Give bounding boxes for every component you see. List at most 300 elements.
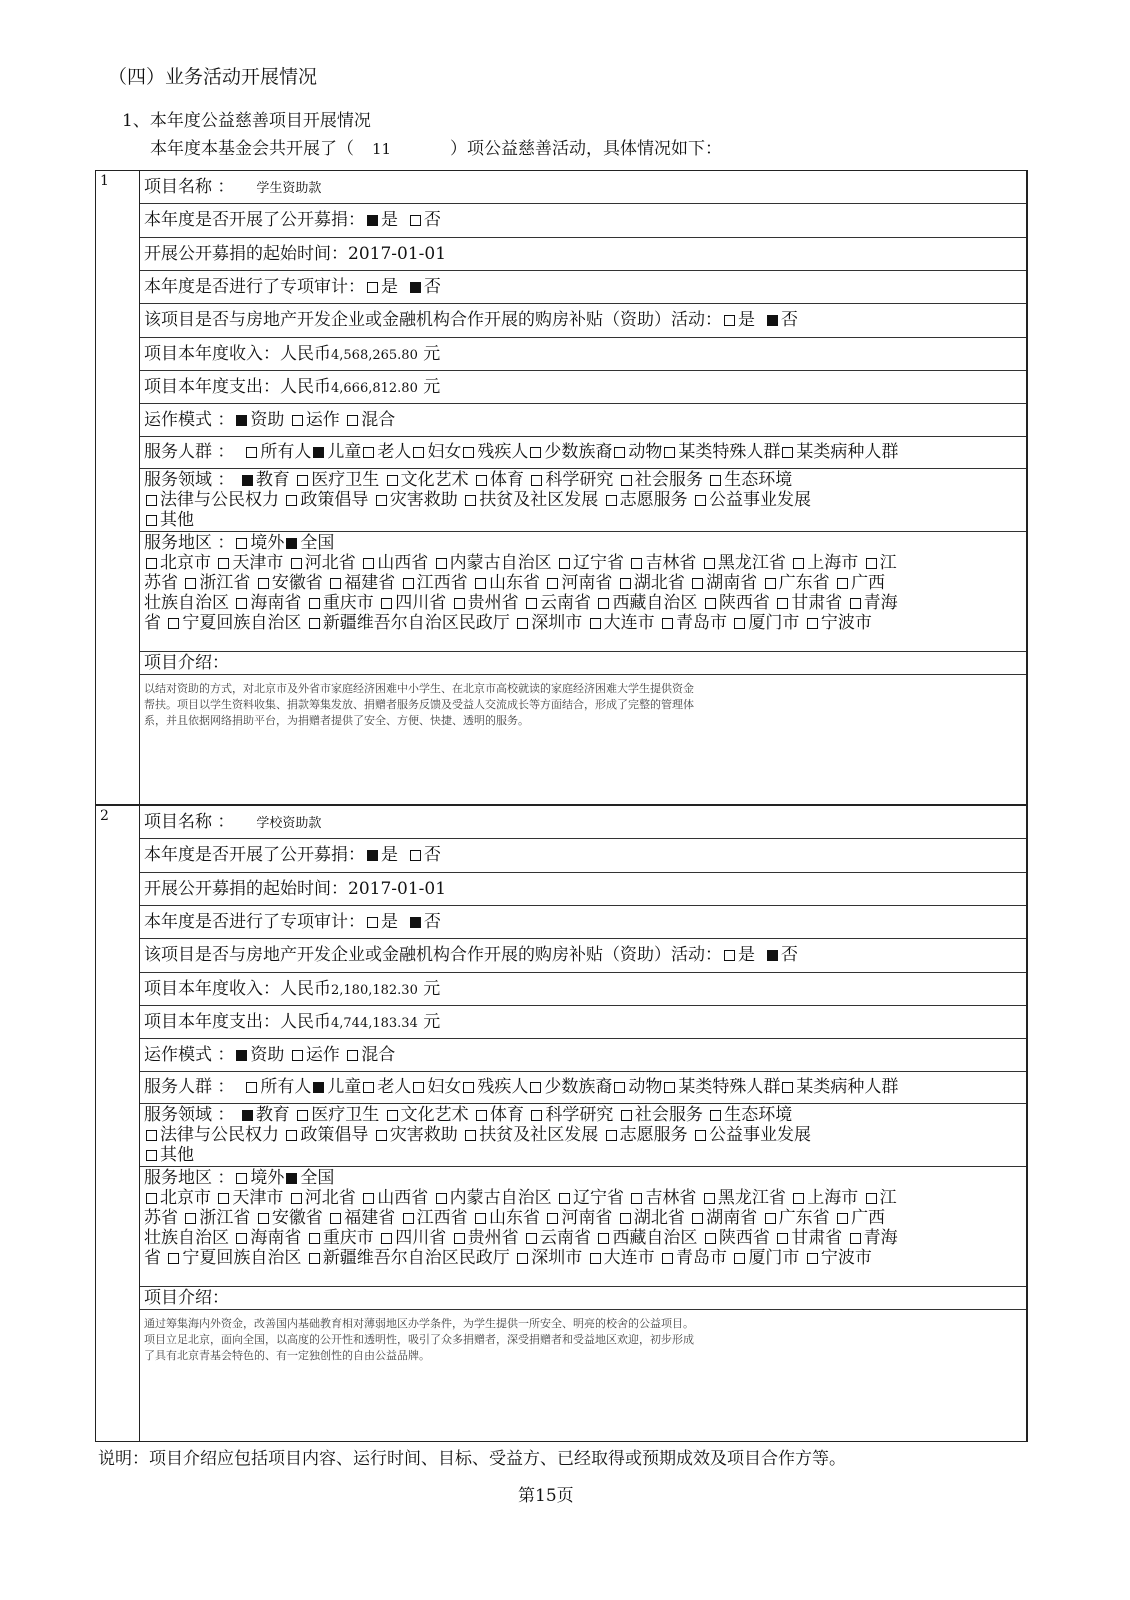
checkbox-empty-icon xyxy=(692,1213,703,1224)
service-field-row xyxy=(140,1104,1026,1167)
intro-line-3: 了具有北京青基会特色的、有一定独创性的自由公益品牌。 xyxy=(144,1349,430,1362)
start-time-row xyxy=(140,238,1026,271)
checkbox-empty-icon xyxy=(621,1110,632,1121)
checkbox-empty-icon xyxy=(777,1233,788,1244)
public-fundraising-label: 本年度是否开展了公开募捐： xyxy=(144,845,365,865)
service-area-row xyxy=(140,532,1026,652)
start-time-label: 开展公开募捐的起始时间： xyxy=(144,879,348,899)
project-table-2 xyxy=(95,805,1028,1442)
checkbox-checked-icon xyxy=(286,538,297,549)
option-label: 体育 xyxy=(490,470,525,490)
checkbox-checked-icon xyxy=(367,850,378,861)
checkbox-empty-icon xyxy=(146,515,157,526)
checkbox-empty-icon xyxy=(376,495,387,506)
option-label: 新疆维吾尔自治区民政厅 xyxy=(322,613,510,633)
checkbox-empty-icon xyxy=(547,578,558,589)
region-tail-1: 江 xyxy=(879,1188,897,1208)
checkbox-empty-icon xyxy=(367,282,378,293)
service-field-label: 服务领域 ： xyxy=(144,1105,235,1125)
option-label: 儿童 xyxy=(327,1077,362,1097)
page-number: 第15页 xyxy=(518,1486,574,1506)
checkbox-empty-icon xyxy=(168,1253,179,1264)
option-label: 吉林省 xyxy=(645,553,697,573)
option-label: 山西省 xyxy=(377,553,429,573)
option-label: 海南省 xyxy=(250,593,302,613)
field-list-3 xyxy=(144,510,194,530)
option-label: 北京市 xyxy=(160,1188,211,1208)
option-label: 科学研究 xyxy=(545,1105,614,1125)
checkbox-checked-icon xyxy=(410,282,421,293)
option-label: 贵州省 xyxy=(467,593,519,613)
option-label: 四川省 xyxy=(395,593,447,613)
expense-label: 项目本年度支出： xyxy=(144,377,280,397)
checkbox-empty-icon xyxy=(476,1110,487,1121)
option-label: 少数族裔 xyxy=(544,1077,613,1097)
option-label: 安徽省 xyxy=(271,1208,323,1228)
project-name-row xyxy=(140,806,1026,839)
checkbox-empty-icon xyxy=(403,578,414,589)
checkbox-empty-icon xyxy=(146,1150,157,1161)
region-list-1 xyxy=(144,553,864,573)
checkbox-empty-icon xyxy=(363,447,374,458)
option-label: 教育 xyxy=(255,470,290,490)
option-label: 吉林省 xyxy=(645,1188,697,1208)
project-table-1 xyxy=(95,170,1028,805)
income-amount: 2,180,182.30 xyxy=(331,983,418,998)
checkbox-empty-icon xyxy=(782,447,793,458)
checkbox-empty-icon xyxy=(598,1233,609,1244)
option-label: 湖北省 xyxy=(633,573,685,593)
checkbox-empty-icon xyxy=(309,1253,320,1264)
checkbox-empty-icon xyxy=(246,447,257,458)
checkbox-checked-icon xyxy=(242,475,253,486)
no-label: 否 xyxy=(424,210,441,230)
currency-label: 人民币 xyxy=(280,377,331,397)
field-list-2 xyxy=(144,490,811,510)
option-label: 陕西省 xyxy=(718,1228,770,1248)
checkbox-empty-icon xyxy=(590,1253,601,1264)
area-line-0 xyxy=(144,533,1026,553)
option-label: 妇女 xyxy=(427,1077,462,1097)
yes-label: 是 xyxy=(381,277,398,297)
option-label: 残疾人 xyxy=(477,442,529,462)
checkbox-empty-icon xyxy=(664,1082,675,1093)
checkbox-empty-icon xyxy=(246,1082,257,1093)
option-label: 大连市 xyxy=(603,1248,655,1268)
option-label: 医疗卫生 xyxy=(311,470,380,490)
option-label: 福建省 xyxy=(344,1208,396,1228)
checkbox-checked-icon xyxy=(313,447,324,458)
checkbox-empty-icon xyxy=(606,495,617,506)
field-line-2 xyxy=(144,1125,1026,1145)
checkbox-empty-icon xyxy=(476,475,487,486)
option-label: 西藏自治区 xyxy=(612,1228,698,1248)
checkbox-checked-icon xyxy=(767,315,778,326)
checkbox-empty-icon xyxy=(367,917,378,928)
service-field-label: 服务领域 ： xyxy=(144,470,235,490)
option-label: 广东省 xyxy=(778,1208,830,1228)
option-label: 海南省 xyxy=(250,1228,302,1248)
option-label: 内蒙古自治区 xyxy=(449,1188,552,1208)
checkbox-empty-icon xyxy=(530,447,541,458)
service-field-row xyxy=(140,469,1026,532)
checkbox-empty-icon xyxy=(454,598,465,609)
checkbox-empty-icon xyxy=(146,558,157,569)
option-label: 某类特殊人群 xyxy=(678,442,781,462)
option-label: 福建省 xyxy=(344,573,396,593)
option-label: 儿童 xyxy=(327,442,362,462)
nationwide-label: 全国 xyxy=(300,533,335,553)
intro-label: 项目介绍： xyxy=(144,1288,229,1308)
expense-label: 项目本年度支出： xyxy=(144,1012,280,1032)
project-intro-text xyxy=(140,675,940,729)
intro-label-row xyxy=(140,1287,1026,1310)
checkbox-checked-icon xyxy=(313,1082,324,1093)
start-time-label: 开展公开募捐的起始时间： xyxy=(144,244,348,264)
option-label: 辽宁省 xyxy=(573,1188,625,1208)
checkbox-empty-icon xyxy=(710,475,721,486)
project-count: 11 xyxy=(372,140,392,158)
option-label: 山东省 xyxy=(489,573,541,593)
option-label: 社会服务 xyxy=(634,1105,703,1125)
checkbox-empty-icon xyxy=(837,578,848,589)
option-label: 法律与公民权力 xyxy=(160,1125,279,1145)
footnote: 说明：项目介绍应包括项目内容、运行时间、目标、受益方、已经取得或预期成效及项目合作方等。 xyxy=(98,1449,846,1469)
option-label: 灾害救助 xyxy=(389,1125,458,1145)
region-head-2: 苏省 xyxy=(144,1208,178,1228)
checkbox-empty-icon xyxy=(218,558,229,569)
service-area-label: 服务地区 ： xyxy=(144,533,235,553)
option-label: 某类特殊人群 xyxy=(678,1077,781,1097)
checkbox-empty-icon xyxy=(381,598,392,609)
checkbox-empty-icon xyxy=(531,475,542,486)
service-group-label: 服务人群 ： xyxy=(144,442,235,462)
expense-row xyxy=(140,1006,1026,1039)
intro-line-1: 通过筹集海内外资金，改善国内基础教育相对薄弱地区办学条件，为学生提供一所安全、明亮的校舍的公益项目。 xyxy=(144,1317,694,1330)
checkbox-empty-icon xyxy=(363,1082,374,1093)
checkbox-empty-icon xyxy=(185,578,196,589)
checkbox-empty-icon xyxy=(413,1082,424,1093)
option-label: 大连市 xyxy=(603,613,655,633)
option-label: 重庆市 xyxy=(322,1228,374,1248)
no-label: 否 xyxy=(781,945,798,965)
checkbox-empty-icon xyxy=(695,495,706,506)
checkbox-empty-icon xyxy=(347,415,358,426)
intro-label: 项目介绍： xyxy=(144,653,229,673)
special-audit-label: 本年度是否进行了专项审计： xyxy=(144,912,365,932)
overseas-label: 境外 xyxy=(250,533,285,553)
region-head-3: 壮族自治区 xyxy=(144,1228,229,1248)
option-label: 妇女 xyxy=(427,442,462,462)
checkbox-empty-icon xyxy=(559,558,570,569)
option-label: 辽宁省 xyxy=(573,553,625,573)
mode-operate: 运作 xyxy=(305,410,340,430)
checkbox-empty-icon xyxy=(387,1110,398,1121)
option-label: 上海市 xyxy=(807,1188,859,1208)
option-label: 志愿服务 xyxy=(619,1125,688,1145)
mode-mixed: 混合 xyxy=(361,1045,396,1065)
project-name: 学生资助款 xyxy=(256,181,322,196)
option-label: 社会服务 xyxy=(634,470,703,490)
checkbox-empty-icon xyxy=(704,558,715,569)
checkbox-empty-icon xyxy=(777,598,788,609)
yuan-label: 元 xyxy=(423,1012,441,1032)
checkbox-empty-icon xyxy=(236,538,247,549)
option-label: 公益事业发展 xyxy=(709,1125,812,1145)
option-label: 河南省 xyxy=(561,573,613,593)
option-label: 陕西省 xyxy=(718,593,770,613)
checkbox-empty-icon xyxy=(695,1130,706,1141)
yes-label: 是 xyxy=(381,845,398,865)
checkbox-empty-icon xyxy=(258,1213,269,1224)
option-label: 黑龙江省 xyxy=(717,1188,786,1208)
region-tail-1: 江 xyxy=(879,553,897,573)
option-label: 体育 xyxy=(490,1105,525,1125)
income-label: 项目本年度收入： xyxy=(144,979,280,999)
checkbox-empty-icon xyxy=(286,1130,297,1141)
start-time-row xyxy=(140,873,1026,906)
currency-label: 人民币 xyxy=(280,1012,331,1032)
option-label: 厦门市 xyxy=(748,1248,800,1268)
checkbox-empty-icon xyxy=(475,1213,486,1224)
area-line-3 xyxy=(144,593,1026,613)
field-line-3 xyxy=(144,510,1026,530)
option-label: 所有人 xyxy=(260,442,312,462)
area-line-1 xyxy=(144,1188,1026,1208)
service-area-label: 服务地区 ： xyxy=(144,1168,235,1188)
intro-line xyxy=(150,134,722,159)
option-label: 宁夏回族自治区 xyxy=(182,1248,302,1268)
checkbox-empty-icon xyxy=(631,558,642,569)
checkbox-empty-icon xyxy=(866,1193,877,1204)
checkbox-empty-icon xyxy=(547,1213,558,1224)
option-label: 厦门市 xyxy=(748,613,800,633)
operation-mode-row xyxy=(140,1039,1026,1072)
checkbox-empty-icon xyxy=(598,598,609,609)
region-tail-2: 广西 xyxy=(851,1208,886,1228)
checkbox-empty-icon xyxy=(387,475,398,486)
checkbox-empty-icon xyxy=(236,1173,247,1184)
checkbox-empty-icon xyxy=(517,1253,528,1264)
yes-label: 是 xyxy=(381,210,398,230)
no-label: 否 xyxy=(781,310,798,330)
service-area-row xyxy=(140,1167,1026,1287)
checkbox-empty-icon xyxy=(620,1213,631,1224)
checkbox-empty-icon xyxy=(724,950,735,961)
checkbox-checked-icon xyxy=(242,1110,253,1121)
checkbox-empty-icon xyxy=(292,415,303,426)
checkbox-empty-icon xyxy=(436,558,447,569)
region-list-4 xyxy=(166,613,871,633)
region-list-3 xyxy=(234,1228,847,1248)
field-list-1 xyxy=(240,470,792,490)
section-title: （四）业务活动开展情况 xyxy=(108,66,318,88)
field-line-1 xyxy=(144,1105,1026,1125)
service-group-row xyxy=(140,437,1026,469)
option-label: 贵州省 xyxy=(467,1228,519,1248)
currency-label: 人民币 xyxy=(280,344,331,364)
currency-label: 人民币 xyxy=(280,979,331,999)
option-label: 青岛市 xyxy=(676,1248,728,1268)
start-date: 2017-01-01 xyxy=(348,879,447,899)
name-label: 项目名称 ： xyxy=(144,177,235,197)
checkbox-empty-icon xyxy=(463,1082,474,1093)
project-intro-text xyxy=(140,1310,940,1364)
option-label: 湖南省 xyxy=(706,1208,758,1228)
checkbox-empty-icon xyxy=(330,1213,341,1224)
public-fundraising-label: 本年度是否开展了公开募捐： xyxy=(144,210,365,230)
option-label: 山东省 xyxy=(489,1208,541,1228)
area-line-4 xyxy=(144,1248,1026,1268)
project-name-row xyxy=(140,171,1026,204)
region-list-1 xyxy=(144,1188,864,1208)
field-line-1 xyxy=(144,470,1026,490)
area-line-0 xyxy=(144,1168,1026,1188)
option-label: 深圳市 xyxy=(531,1248,583,1268)
checkbox-empty-icon xyxy=(724,315,735,326)
checkbox-empty-icon xyxy=(236,598,247,609)
option-label: 某类病种人群 xyxy=(796,442,899,462)
overseas-label: 境外 xyxy=(250,1168,285,1188)
checkbox-empty-icon xyxy=(218,1193,229,1204)
option-label: 政策倡导 xyxy=(300,490,369,510)
region-head-4: 省 xyxy=(144,1248,161,1268)
project-number: 1 xyxy=(96,171,140,804)
option-label: 其他 xyxy=(160,510,194,530)
checkbox-empty-icon xyxy=(782,1082,793,1093)
area-line-3 xyxy=(144,1228,1026,1248)
checkbox-empty-icon xyxy=(614,447,625,458)
region-list-2 xyxy=(183,1208,835,1228)
checkbox-empty-icon xyxy=(866,558,877,569)
option-label: 生态环境 xyxy=(724,470,793,490)
intro-before: 本年度本基金会共开展了（ xyxy=(150,139,354,159)
group-list xyxy=(244,442,898,462)
checkbox-empty-icon xyxy=(631,1193,642,1204)
field-list-3 xyxy=(144,1145,194,1165)
income-amount: 4,568,265.80 xyxy=(331,348,418,363)
checkbox-empty-icon xyxy=(330,578,341,589)
checkbox-empty-icon xyxy=(363,558,374,569)
intro-label-row xyxy=(140,652,1026,675)
checkbox-empty-icon xyxy=(734,618,745,629)
income-row xyxy=(140,338,1026,371)
checkbox-checked-icon xyxy=(236,1050,247,1061)
checkbox-empty-icon xyxy=(309,598,320,609)
option-label: 广东省 xyxy=(778,573,830,593)
option-label: 文化艺术 xyxy=(400,1105,469,1125)
sub-title: 1、本年度公益慈善项目开展情况 xyxy=(122,111,371,131)
checkbox-empty-icon xyxy=(530,1082,541,1093)
special-audit-row xyxy=(140,271,1026,304)
option-label: 天津市 xyxy=(232,1188,284,1208)
option-label: 浙江省 xyxy=(199,1208,251,1228)
checkbox-checked-icon xyxy=(236,415,247,426)
option-label: 所有人 xyxy=(260,1077,312,1097)
option-label: 宁波市 xyxy=(820,1248,872,1268)
checkbox-empty-icon xyxy=(410,850,421,861)
option-label: 动物 xyxy=(628,1077,663,1097)
checkbox-empty-icon xyxy=(526,1233,537,1244)
service-group-row xyxy=(140,1072,1026,1104)
checkbox-empty-icon xyxy=(559,1193,570,1204)
checkbox-empty-icon xyxy=(765,578,776,589)
checkbox-empty-icon xyxy=(765,1213,776,1224)
checkbox-empty-icon xyxy=(465,1130,476,1141)
name-label: 项目名称 ： xyxy=(144,812,235,832)
option-label: 江西省 xyxy=(416,573,468,593)
project-name: 学校资助款 xyxy=(256,816,322,831)
income-label: 项目本年度收入： xyxy=(144,344,280,364)
checkbox-empty-icon xyxy=(297,475,308,486)
field-list-2 xyxy=(144,1125,811,1145)
area-line-2 xyxy=(144,1208,1026,1228)
option-label: 安徽省 xyxy=(271,573,323,593)
checkbox-empty-icon xyxy=(621,475,632,486)
checkbox-empty-icon xyxy=(465,495,476,506)
option-label: 老人 xyxy=(377,442,412,462)
option-label: 法律与公民权力 xyxy=(160,490,279,510)
region-list-3 xyxy=(234,593,847,613)
region-list-2 xyxy=(183,573,835,593)
option-label: 北京市 xyxy=(160,553,211,573)
checkbox-empty-icon xyxy=(517,618,528,629)
option-label: 江西省 xyxy=(416,1208,468,1228)
checkbox-empty-icon xyxy=(704,1193,715,1204)
checkbox-empty-icon xyxy=(793,558,804,569)
yes-label: 是 xyxy=(738,945,755,965)
checkbox-empty-icon xyxy=(662,1253,673,1264)
checkbox-empty-icon xyxy=(692,578,703,589)
option-label: 深圳市 xyxy=(531,613,583,633)
checkbox-empty-icon xyxy=(286,495,297,506)
option-label: 重庆市 xyxy=(322,593,374,613)
option-label: 新疆维吾尔自治区民政厅 xyxy=(322,1248,510,1268)
field-line-2 xyxy=(144,490,1026,510)
checkbox-empty-icon xyxy=(710,1110,721,1121)
region-head-2: 苏省 xyxy=(144,573,178,593)
option-label: 医疗卫生 xyxy=(311,1105,380,1125)
checkbox-empty-icon xyxy=(606,1130,617,1141)
mode-fund: 资助 xyxy=(250,410,285,430)
option-label: 宁夏回族自治区 xyxy=(182,613,302,633)
housing-subsidy-row xyxy=(140,304,1026,338)
yuan-label: 元 xyxy=(423,344,441,364)
field-list-1 xyxy=(240,1105,792,1125)
checkbox-empty-icon xyxy=(292,1050,303,1061)
special-audit-row xyxy=(140,906,1026,939)
checkbox-empty-icon xyxy=(258,578,269,589)
expense-amount: 4,744,183.34 xyxy=(331,1016,418,1031)
checkbox-empty-icon xyxy=(363,1193,374,1204)
option-label: 扶贫及社区发展 xyxy=(479,490,599,510)
option-label: 河南省 xyxy=(561,1208,613,1228)
checkbox-empty-icon xyxy=(620,578,631,589)
checkbox-checked-icon xyxy=(767,950,778,961)
no-label: 否 xyxy=(424,277,441,297)
option-label: 老人 xyxy=(377,1077,412,1097)
checkbox-empty-icon xyxy=(526,598,537,609)
checkbox-empty-icon xyxy=(614,1082,625,1093)
intro-line-2: 帮扶。项目以学生资料收集、捐款筹集发放、捐赠者服务反馈及受益人交流成长等方面结合，形成了完整的管理体 xyxy=(144,698,694,711)
expense-amount: 4,666,812.80 xyxy=(331,381,418,396)
yes-label: 是 xyxy=(381,912,398,932)
mode-mixed: 混合 xyxy=(361,410,396,430)
checkbox-checked-icon xyxy=(410,917,421,928)
option-label: 志愿服务 xyxy=(619,490,688,510)
checkbox-empty-icon xyxy=(436,1193,447,1204)
checkbox-empty-icon xyxy=(475,578,486,589)
